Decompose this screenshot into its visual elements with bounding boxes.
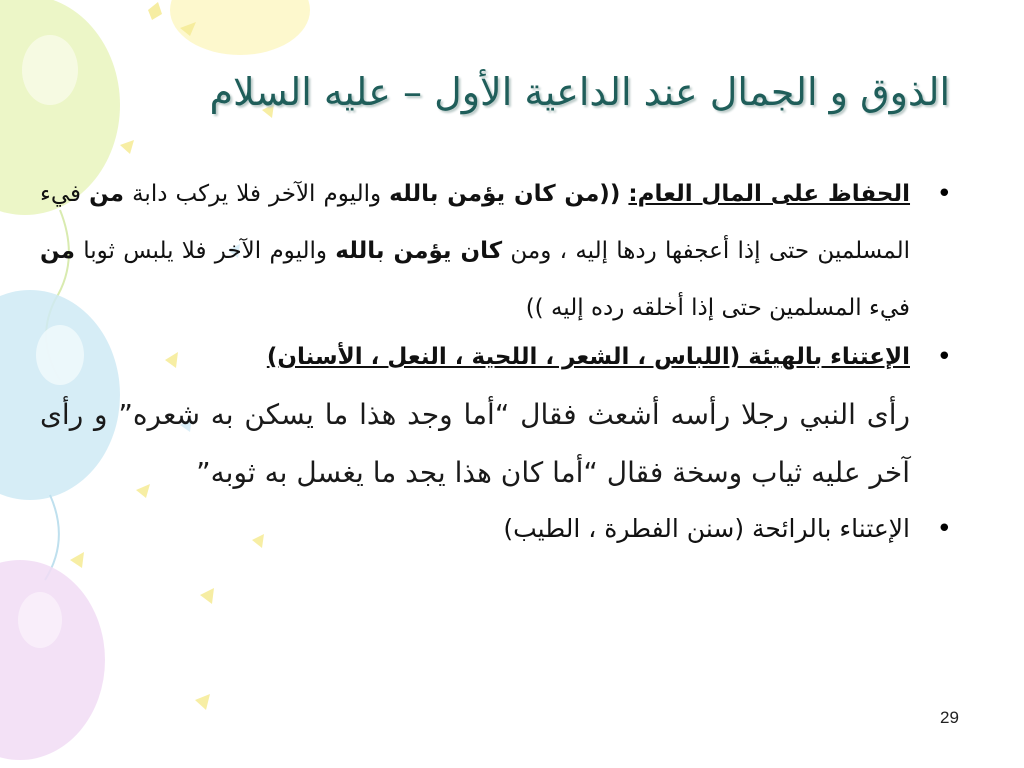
page-number: 29 bbox=[940, 708, 959, 727]
item-heading: الإعتناء بالهيئة (اللباس ، الشعر ، اللحية ، النعل ، الأسنان) bbox=[266, 344, 910, 370]
item-text: فيء المسلمين حتى إذا أعجفها ردها إليه ، ومن bbox=[40, 181, 911, 264]
hadith-quote-open: ((من كان يؤمن بالله bbox=[389, 181, 621, 207]
item-text: الإعتناء بالرائحة (سنن الفطرة ، الطيب) bbox=[503, 514, 910, 543]
item-bold-phrase: كان يؤمن بالله bbox=[335, 238, 503, 264]
item-text: فيء المسلمين حتى إذا أخلقه رده إليه )) bbox=[525, 295, 910, 321]
bullet-item-scent bbox=[40, 502, 952, 556]
item-body: رأى النبي رجلا رأسه أشعث فقال “أما وجد هذا ما يسكن به شعره” و رأى آخر عليه ثياب وسخة فقال “أما كان هذا يجد ما يغسل به ثوبه” bbox=[40, 398, 910, 489]
item-heading: الحفاظ على المال العام: bbox=[628, 181, 911, 207]
bullet-icon: • bbox=[936, 514, 952, 544]
bullet-item-appearance bbox=[40, 329, 952, 502]
slide-content bbox=[40, 166, 952, 556]
slide-title: الذوق و الجمال عند الداعية الأول – عليه السلام bbox=[209, 70, 950, 114]
item-bold-word: من bbox=[40, 238, 75, 264]
item-bold-word: من bbox=[89, 181, 125, 207]
bullet-icon: • bbox=[936, 179, 952, 209]
bullet-icon: • bbox=[936, 342, 952, 372]
bullet-item-public-funds bbox=[40, 166, 952, 337]
item-text: واليوم الآخر فلا يركب دابة bbox=[132, 181, 382, 207]
item-text: واليوم الآخر فلا يلبس ثوبا bbox=[83, 238, 328, 264]
